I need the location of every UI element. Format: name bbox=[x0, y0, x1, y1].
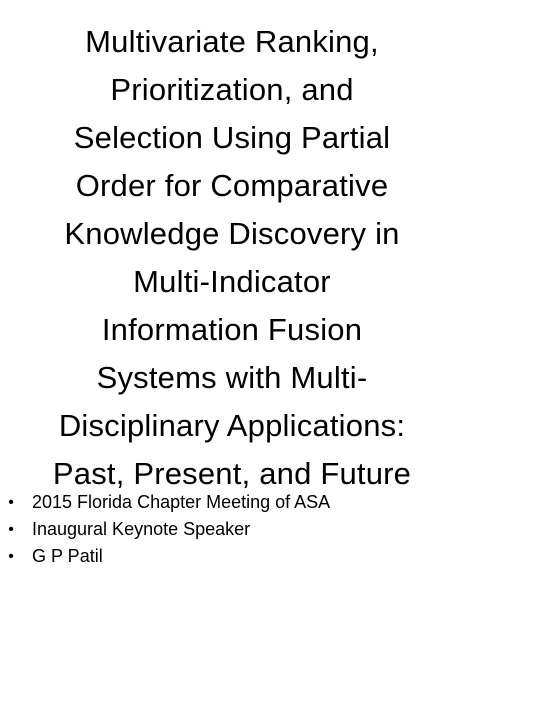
title-line: Multivariate Ranking, bbox=[85, 24, 379, 59]
bullet-item-role bbox=[0, 516, 330, 543]
bullet-text: Inaugural Keynote Speaker bbox=[32, 519, 251, 539]
title-line: Past, Present, and Future bbox=[52, 456, 412, 491]
title-line: Disciplinary Applications: bbox=[58, 408, 406, 443]
bullet-item-meeting bbox=[0, 489, 330, 516]
bullet-icon: • bbox=[8, 494, 14, 511]
title-line: Prioritization, and bbox=[110, 72, 354, 107]
bullet-list bbox=[0, 489, 330, 570]
title-line: Information Fusion bbox=[101, 312, 363, 347]
title-line: Selection Using Partial bbox=[73, 120, 391, 155]
title-line: Systems with Multi- bbox=[96, 360, 368, 395]
bullet-item-speaker bbox=[0, 543, 330, 570]
title-line: Order for Comparative bbox=[75, 168, 389, 203]
bullet-icon: • bbox=[8, 521, 14, 538]
title-line: Multi-Indicator bbox=[133, 264, 331, 299]
bullet-text: 2015 Florida Chapter Meeting of ASA bbox=[32, 492, 331, 512]
title-line: Knowledge Discovery in bbox=[64, 216, 400, 251]
slide-title bbox=[0, 18, 464, 498]
bullet-icon: • bbox=[8, 548, 14, 565]
bullet-text: G P Patil bbox=[32, 546, 103, 566]
